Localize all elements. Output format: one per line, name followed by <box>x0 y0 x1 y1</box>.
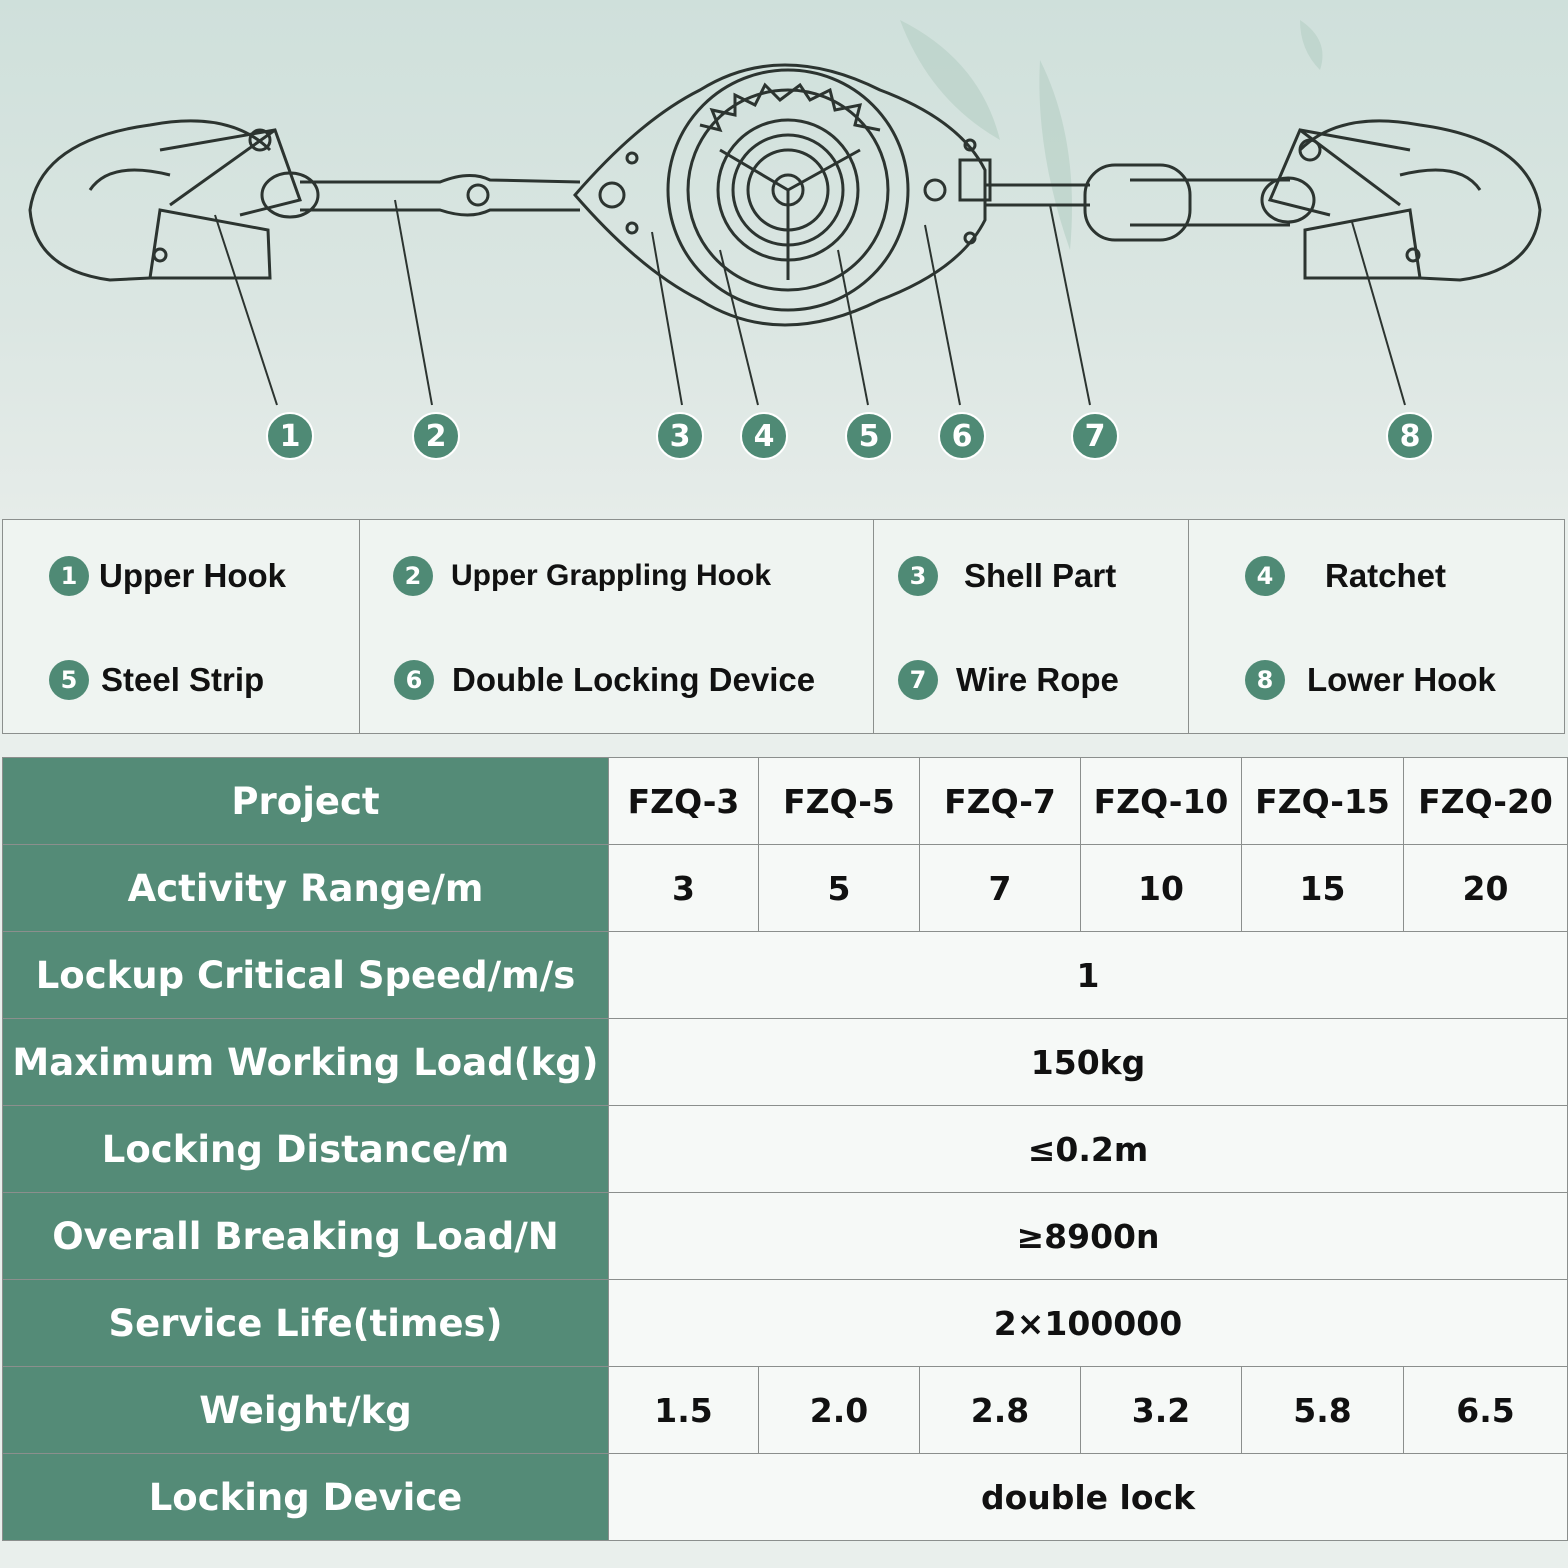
legend-item <box>394 660 815 700</box>
row-label: Project <box>3 758 609 845</box>
grappling-hook-drawing <box>262 173 580 217</box>
callout-1: 1 <box>266 412 314 460</box>
legend-item <box>898 660 1119 700</box>
legend-column <box>874 520 1189 733</box>
model-header: FZQ-3 <box>609 758 759 845</box>
legend-number: 1 <box>49 556 89 596</box>
table-row <box>3 845 1568 932</box>
model-header: FZQ-7 <box>920 758 1081 845</box>
table-header-row <box>3 758 1568 845</box>
legend-item <box>898 556 1116 596</box>
legend-number: 8 <box>1245 660 1285 700</box>
callout-8: 8 <box>1386 412 1434 460</box>
legend-label: Steel Strip <box>101 661 265 698</box>
legend-label: Double Locking Device <box>452 661 816 698</box>
table-cell: 7 <box>920 845 1081 932</box>
table-cell: double lock <box>609 1454 1568 1541</box>
leader-lines <box>215 200 1405 405</box>
row-label: Locking Distance/m <box>3 1106 609 1193</box>
row-label: Overall Breaking Load/N <box>3 1193 609 1280</box>
model-header: FZQ-20 <box>1404 758 1568 845</box>
table-row <box>3 1367 1568 1454</box>
callout-4: 4 <box>740 412 788 460</box>
legend-item <box>1245 660 1496 700</box>
callout-6: 6 <box>938 412 986 460</box>
table-row <box>3 1106 1568 1193</box>
legend-label: Ratchet <box>1325 557 1447 594</box>
table-cell: ≥8900n <box>609 1193 1568 1280</box>
callout-7: 7 <box>1071 412 1119 460</box>
table-cell: 150kg <box>609 1019 1568 1106</box>
device-diagram <box>0 0 1568 520</box>
callout-3: 3 <box>656 412 704 460</box>
row-label: Weight/kg <box>3 1367 609 1454</box>
callout-2: 2 <box>412 412 460 460</box>
legend-label: Wire Rope <box>956 661 1119 698</box>
table-cell: 2.8 <box>920 1367 1081 1454</box>
specification-table <box>2 757 1568 1541</box>
lower-hook-drawing <box>1262 121 1540 280</box>
row-label: Maximum Working Load(kg) <box>3 1019 609 1106</box>
legend-number: 7 <box>898 660 938 700</box>
shell-drawing <box>575 65 990 325</box>
upper-hook-drawing <box>30 121 300 280</box>
row-label: Service Life(times) <box>3 1280 609 1367</box>
legend-item <box>393 556 771 596</box>
legend-label: Upper Grappling Hook <box>451 559 772 592</box>
legend-label: Upper Hook <box>99 557 287 594</box>
legend-column <box>3 520 360 733</box>
table-row <box>3 1193 1568 1280</box>
wire-rope-drawing <box>985 165 1290 240</box>
legend-number: 2 <box>393 556 433 596</box>
table-cell: 20 <box>1404 845 1568 932</box>
model-header: FZQ-5 <box>759 758 920 845</box>
model-header: FZQ-10 <box>1081 758 1242 845</box>
table-cell: 2×100000 <box>609 1280 1568 1367</box>
legend-item <box>1245 556 1446 596</box>
table-cell: 10 <box>1081 845 1242 932</box>
table-cell: 1.5 <box>609 1367 759 1454</box>
legend-label: Shell Part <box>964 557 1117 594</box>
table-cell: 5 <box>759 845 920 932</box>
row-label: Activity Range/m <box>3 845 609 932</box>
table-cell: ≤0.2m <box>609 1106 1568 1193</box>
legend-number: 5 <box>49 660 89 700</box>
table-cell: 5.8 <box>1242 1367 1404 1454</box>
row-label: Lockup Critical Speed/m/s <box>3 932 609 1019</box>
table-cell: 3.2 <box>1081 1367 1242 1454</box>
legend-column <box>360 520 874 733</box>
legend-item <box>49 660 264 700</box>
leaf-decoration <box>900 20 1323 250</box>
table-cell: 2.0 <box>759 1367 920 1454</box>
row-label: Locking Device <box>3 1454 609 1541</box>
table-row <box>3 1280 1568 1367</box>
legend-number: 6 <box>394 660 434 700</box>
legend-number: 4 <box>1245 556 1285 596</box>
callout-5: 5 <box>845 412 893 460</box>
model-header: FZQ-15 <box>1242 758 1404 845</box>
table-cell: 1 <box>609 932 1568 1019</box>
table-row <box>3 1454 1568 1541</box>
legend-label: Lower Hook <box>1307 661 1496 698</box>
table-row <box>3 1019 1568 1106</box>
table-cell: 6.5 <box>1404 1367 1568 1454</box>
legend-number: 3 <box>898 556 938 596</box>
table-row <box>3 932 1568 1019</box>
parts-legend <box>2 519 1565 734</box>
table-cell: 15 <box>1242 845 1404 932</box>
table-cell: 3 <box>609 845 759 932</box>
legend-item <box>49 556 286 596</box>
